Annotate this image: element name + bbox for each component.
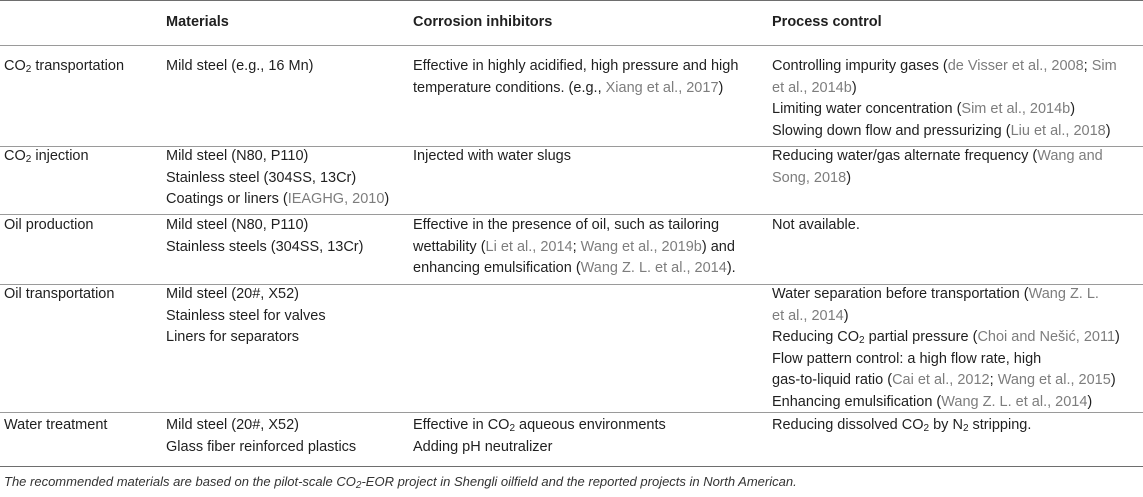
row-label-water-treatment: Water treatment [4, 417, 108, 433]
citation-link[interactable]: Wang et al., 2015 [997, 372, 1111, 388]
inhibitors-cell: Adding pH neutralizer [413, 438, 553, 455]
citation-link[interactable]: et al., 2014 [772, 307, 844, 324]
citation-link[interactable]: Song, 2018 [772, 169, 847, 186]
table-top-rule [0, 0, 1143, 1]
process-cell: Song, 2018) [772, 169, 852, 186]
citation-link[interactable]: Liu et al., 2018 [1010, 122, 1106, 139]
row-label-oil-transportation: Oil transportation [4, 286, 115, 302]
materials-cell: Liners for separators [166, 329, 299, 345]
citation-link[interactable]: IEAGHG, 2010 [287, 191, 385, 207]
process-cell: Enhancing emulsification (Wang Z. L. et al., 2014) [772, 393, 1093, 410]
inhibitors-cell: Effective in highly acidified, high pressure and high [413, 58, 739, 74]
process-cell: Reducing dissolved $CO_2$ by $N_2$ stripping. [772, 417, 1032, 434]
inhibitors-cell: Injected with water slugs [413, 148, 571, 164]
citation-link[interactable]: de Visser et al., 2008 [947, 58, 1084, 74]
materials-cell: Mild steel (20#, X52) [166, 286, 299, 302]
materials-cell: Stainless steel (304SS, 13Cr) [166, 169, 357, 186]
process-cell: et al., 2014b) [772, 79, 857, 96]
process-cell: et al., 2014) [772, 307, 849, 324]
materials-cell: Mild steel (N80, P110) [166, 148, 309, 164]
process-cell: Flow pattern control: a high flow rate, high [772, 350, 1042, 367]
process-cell: gas-to-liquid ratio (Cai et al., 2012; Wang et al., 2015) [772, 372, 1116, 388]
citation-link[interactable]: Wang Z. L. [1028, 286, 1099, 302]
materials-cell: Mild steel (e.g., 16 Mn) [166, 58, 314, 74]
header-corrosion-inhibitors: Corrosion inhibitors [413, 14, 553, 30]
citation-link[interactable]: Choi and Nešić, 2011 [977, 329, 1116, 345]
citation-link[interactable]: Li et al., 2014 [485, 238, 573, 255]
citation-link[interactable]: Sim [1091, 58, 1117, 74]
inhibitors-cell: wettability (Li et al., 2014; Wang et al., 2019b) and [413, 238, 735, 255]
process-cell: Limiting water concentration (Sim et al., 2014b) [772, 101, 1076, 117]
inhibitors-cell: Effective in the presence of oil, such as tailoring [413, 217, 720, 233]
materials-cell: Stainless steel for valves [166, 307, 326, 324]
process-cell: Not available. [772, 217, 860, 233]
table-bottom-rule [0, 466, 1143, 467]
row-label-co2-transportation: $CO_2$ transportation [4, 58, 125, 75]
inhibitors-cell: enhancing emulsification (Wang Z. L. et al., 2014). [413, 260, 736, 276]
process-cell: Reducing water/gas alternate frequency (Wang and [772, 148, 1103, 164]
header-materials: Materials [166, 14, 229, 30]
process-cell: Reducing $CO_2$ partial pressure (Choi and Nešić, 2011) [772, 329, 1120, 346]
materials-cell: Glass fiber reinforced plastics [166, 438, 357, 455]
citation-link[interactable]: et al., 2014b [772, 79, 852, 96]
row-rule [0, 412, 1143, 413]
citation-link[interactable]: Xiang et al., 2017 [605, 79, 719, 96]
citation-link[interactable]: Wang Z. L. et al., 2014 [941, 393, 1088, 410]
row-label-co2-injection: $CO_2$ injection [4, 148, 89, 165]
table-footnote: The recommended materials are based on the pilot-scale $CO_2$-EOR project in Shengli oilfield and the reported projects in North American. [4, 474, 797, 491]
materials-cell: Stainless steels (304SS, 13Cr) [166, 238, 364, 255]
process-cell: Slowing down flow and pressurizing (Liu et al., 2018) [772, 122, 1111, 139]
header-rule [0, 45, 1143, 46]
citation-link[interactable]: Wang Z. L. et al., 2014 [580, 260, 727, 276]
citation-link[interactable]: Cai et al., 2012 [892, 372, 990, 388]
citation-link[interactable]: Sim et al., 2014b [961, 101, 1071, 117]
materials-cell: Mild steel (N80, P110) [166, 217, 309, 233]
process-cell: Water separation before transportation (Wang Z. L. [772, 286, 1099, 302]
header-process-control: Process control [772, 14, 882, 30]
citation-link[interactable]: Wang et al., 2019b [580, 238, 702, 255]
process-cell: Controlling impurity gases (de Visser et al., 2008; Sim [772, 58, 1117, 74]
row-label-oil-production: Oil production [4, 217, 94, 233]
materials-cell: Coatings or liners (IEAGHG, 2010) [166, 191, 390, 207]
inhibitors-cell: Effective in $CO_2$ aqueous environments [413, 417, 666, 434]
inhibitors-cell: temperature conditions. (e.g., Xiang et al., 2017) [413, 79, 724, 96]
materials-cell: Mild steel (20#, X52) [166, 417, 299, 433]
citation-link[interactable]: Wang and [1037, 148, 1103, 164]
